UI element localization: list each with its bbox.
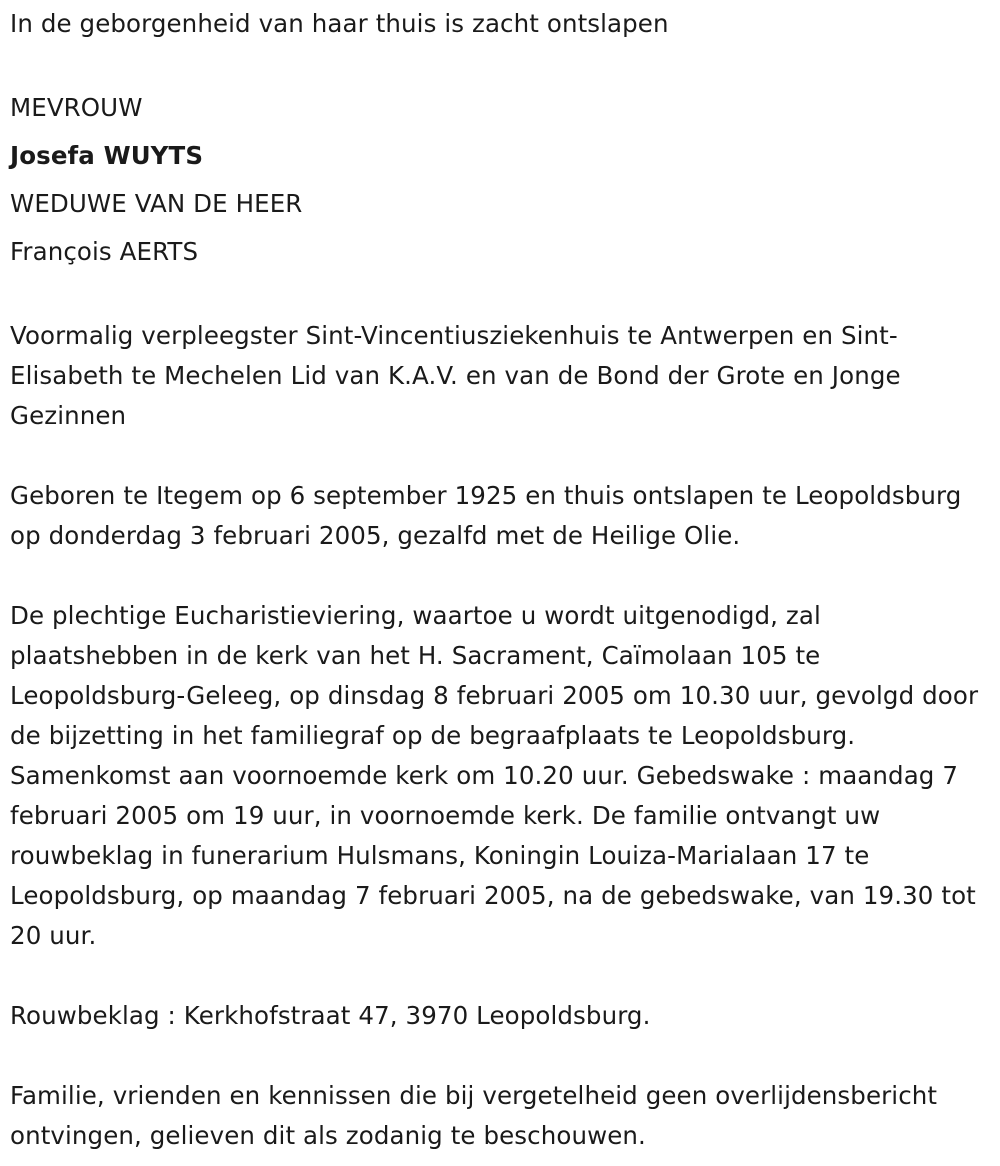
deceased-name: Josefa WUYTS [10,141,204,170]
spacer [10,1036,995,1076]
birth-death-paragraph: Geboren te Itegem op 6 september 1925 en thuis ontslapen te Leopoldsburg op donderdag 3 februari 2005, gezalfd met de Heilige Olie. [10,481,962,550]
condolence-address: Rouwbeklag : Kerkhofstraat 47, 3970 Leopoldsburg. [10,1001,651,1030]
widow-of-line: WEDUWE VAN DE HEER [10,189,303,218]
death-notice [10,0,995,1156]
spacer [10,956,995,996]
career-paragraph: Voormalig verpleegster Sint-Vincentiusziekenhuis te Antwerpen en Sint-Elisabeth te Mechelen Lid van K.A.V. en van de Bond der Grote en Jonge Gezinnen [10,321,901,430]
spouse-name: François AERTS [10,237,199,266]
title-line: MEVROUW [10,93,143,122]
closing-paragraph: Familie, vrienden en kennissen die bij vergetelheid geen overlijdensbericht ontvingen, gelieven dit als zodanig te beschouwen. [10,1081,938,1150]
spacer [10,276,995,316]
spacer [10,556,995,596]
intro-line: In de geborgenheid van haar thuis is zacht ontslapen [10,9,669,38]
spacer [10,436,995,476]
ceremony-paragraph: De plechtige Eucharistieviering, waartoe u wordt uitgenodigd, zal plaatshebben in de kerk van het H. Sacrament, Caïmolaan 105 te Leopoldsburg-Geleeg, op dinsdag 8 februari 2005 om 10.30 uur, gevolgd door de bijzetting in het familiegraf op de begraafplaats te Leopoldsburg. Samenkomst aan voornoemde kerk om 10.20 uur. Gebedswake : maandag 7 februari 2005 om 19 uur, in voornoemde kerk. De familie ontvangt uw rouwbeklag in funerarium Hulsmans, Koningin Louiza-Marialaan 17 te Leopoldsburg, op maandag 7 februari 2005, na de gebedswake, van 19.30 tot 20 uur. [10,601,979,950]
spacer [10,44,995,84]
